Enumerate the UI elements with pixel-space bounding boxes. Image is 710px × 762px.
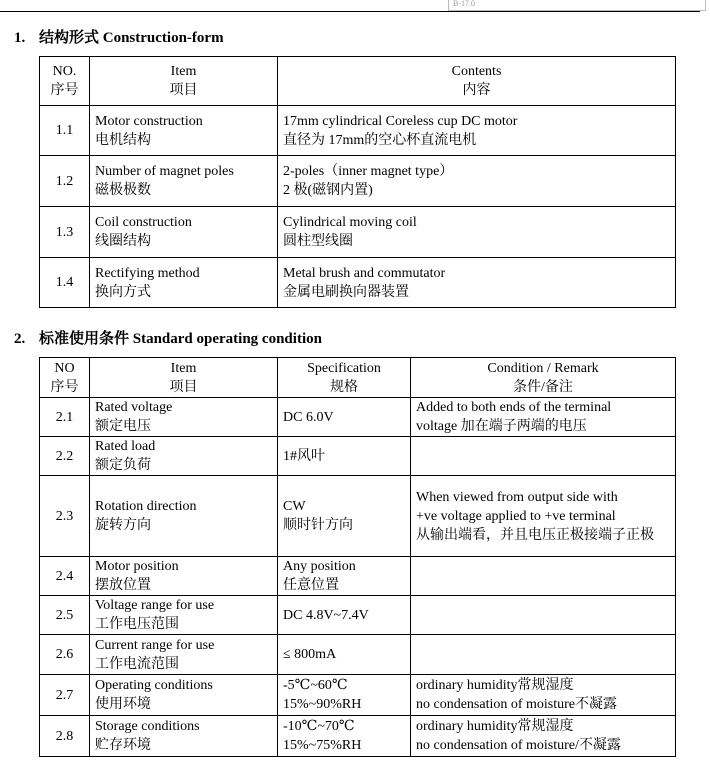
row-number: 2.2 <box>40 437 90 476</box>
row-specification <box>278 596 411 635</box>
section2-number: 2. <box>14 331 26 347</box>
table-row <box>40 106 676 156</box>
cell-line: +ve voltage applied to +ve terminal <box>416 508 616 524</box>
cell-line: 从输出端看，并且电压正极接端子正极 <box>416 527 654 543</box>
cell-line: 工作电压范围 <box>95 617 179 632</box>
row-number: 2.6 <box>40 635 90 675</box>
cell-line: 额定负荷 <box>95 458 151 473</box>
row-contents <box>278 106 676 156</box>
row-remark <box>411 557 676 596</box>
cell-line: ≤ 800mA <box>283 647 337 662</box>
cell-line: 2-poles（inner magnet type） <box>283 164 454 179</box>
cell-line: 任意位置 <box>283 578 339 593</box>
header-contents: Contents 内容 <box>278 57 676 106</box>
table-row <box>40 207 676 258</box>
cell-line: 金属电刷换向器装置 <box>283 284 409 300</box>
cell-line: no condensation of moisture/不凝露 <box>416 738 621 753</box>
cell-line: When viewed from output side with <box>416 489 618 505</box>
cell-line: -5℃~60℃ <box>283 678 348 693</box>
cell-line: 17mm cylindrical Coreless cup DC motor <box>283 113 518 129</box>
row-item <box>90 557 278 596</box>
cell-line: ordinary humidity常规湿度 <box>416 719 574 734</box>
row-contents <box>278 156 676 207</box>
row-item <box>90 675 278 716</box>
cell-line: 1#风叶 <box>283 448 325 464</box>
row-number: 2.4 <box>40 557 90 596</box>
cell-line: 旋转方向 <box>95 518 151 533</box>
cell-line: Storage conditions <box>95 719 200 734</box>
cell-line: no condensation of moisture不凝露 <box>416 697 618 712</box>
top-rule <box>0 11 700 12</box>
row-remark <box>411 635 676 675</box>
row-remark <box>411 716 676 757</box>
row-item <box>90 476 278 557</box>
cell-line: 使用环境 <box>95 697 151 712</box>
row-number: 1.2 <box>40 156 90 207</box>
row-item <box>90 207 278 258</box>
section2-title-text: 标准使用条件 Standard operating condition <box>39 331 322 347</box>
header-specification: Specification 规格 <box>278 358 411 398</box>
header-no: NO 序号 <box>40 358 90 398</box>
cell-line: Voltage range for use <box>95 598 215 613</box>
row-number: 2.8 <box>40 716 90 757</box>
cell-line: 磁极极数 <box>95 183 151 198</box>
row-specification <box>278 557 411 596</box>
row-contents <box>278 258 676 308</box>
cell-line: -10℃~70℃ <box>283 719 355 734</box>
row-remark <box>411 675 676 716</box>
row-item <box>90 398 278 437</box>
cell-line: 摆放位置 <box>95 578 151 593</box>
row-number: 2.7 <box>40 675 90 716</box>
cell-line: DC 4.8V~7.4V <box>283 607 369 623</box>
cell-line: Rectifying method <box>95 265 200 281</box>
row-item <box>90 156 278 207</box>
table-row <box>40 635 676 675</box>
cell-line: 电机结构 <box>95 132 151 148</box>
cell-line: 直径为 17mm的空心杯直流电机 <box>283 132 477 148</box>
cell-line: Current range for use <box>95 637 215 653</box>
row-number: 2.1 <box>40 398 90 437</box>
operating-condition-table <box>39 357 676 757</box>
table-row <box>40 476 676 557</box>
table-row <box>40 156 676 207</box>
table-row <box>40 716 676 757</box>
header-fragment: B-17.0 <box>448 0 706 11</box>
section2-title <box>14 327 322 348</box>
row-remark <box>411 596 676 635</box>
cell-line: DC 6.0V <box>283 409 334 425</box>
section1-number: 1. <box>14 30 26 46</box>
header-no: NO. 序号 <box>40 57 90 106</box>
cell-line: ordinary humidity常规湿度 <box>416 678 574 693</box>
row-item <box>90 596 278 635</box>
cell-line: 线圈结构 <box>95 234 151 249</box>
row-number: 1.4 <box>40 258 90 308</box>
row-specification <box>278 635 411 675</box>
cell-line: Cylindrical moving coil <box>283 215 417 230</box>
row-remark <box>411 398 676 437</box>
cell-line: 工作电流范围 <box>95 656 179 672</box>
table-row <box>40 437 676 476</box>
row-item <box>90 106 278 156</box>
row-specification <box>278 476 411 557</box>
cell-line: Any position <box>283 559 356 574</box>
cell-line: CW <box>283 499 306 514</box>
cell-line: Rated voltage <box>95 400 173 415</box>
cell-line: Coil construction <box>95 215 192 230</box>
row-specification <box>278 675 411 716</box>
cell-line: 顺时针方向 <box>283 518 353 533</box>
row-number: 2.3 <box>40 476 90 557</box>
table-row <box>40 675 676 716</box>
table-header-row <box>40 57 676 106</box>
cell-line: 换向方式 <box>95 284 151 300</box>
header-remark: Condition / Remark 条件/备注 <box>411 358 676 398</box>
cell-line: Motor construction <box>95 113 203 129</box>
table-row <box>40 398 676 437</box>
row-specification <box>278 716 411 757</box>
row-number: 1.1 <box>40 106 90 156</box>
cell-line: Rotation direction <box>95 499 197 514</box>
cell-line: 15%~75%RH <box>283 738 362 753</box>
table-row <box>40 557 676 596</box>
row-number: 2.5 <box>40 596 90 635</box>
header-item: Item 项目 <box>90 57 278 106</box>
section1-title-text: 结构形式 Construction-form <box>39 30 224 46</box>
cell-line: Motor position <box>95 559 179 574</box>
row-item <box>90 635 278 675</box>
cell-line: Metal brush and commutator <box>283 265 446 281</box>
row-number: 1.3 <box>40 207 90 258</box>
table-row <box>40 596 676 635</box>
row-contents <box>278 207 676 258</box>
table-row <box>40 258 676 308</box>
header-item: Item 项目 <box>90 358 278 398</box>
row-item <box>90 716 278 757</box>
cell-line: Operating conditions <box>95 678 213 693</box>
cell-line: Rated load <box>95 439 156 454</box>
cell-line: 贮存环境 <box>95 738 151 753</box>
row-remark <box>411 437 676 476</box>
row-item <box>90 437 278 476</box>
cell-line: 额定电压 <box>95 419 151 434</box>
table-header-row <box>40 358 676 398</box>
row-remark <box>411 476 676 557</box>
row-specification <box>278 437 411 476</box>
cell-line: Added to both ends of the terminal <box>416 400 612 415</box>
row-item <box>90 258 278 308</box>
construction-table <box>39 56 676 308</box>
row-specification <box>278 398 411 437</box>
cell-line: voltage 加在端子两端的电压 <box>416 419 587 434</box>
cell-line: 2 极(磁钢内置) <box>283 183 373 198</box>
cell-line: 15%~90%RH <box>283 697 362 712</box>
section1-title <box>14 26 224 47</box>
cell-line: 圆柱型线圈 <box>283 234 353 249</box>
cell-line: Number of magnet poles <box>95 164 234 179</box>
